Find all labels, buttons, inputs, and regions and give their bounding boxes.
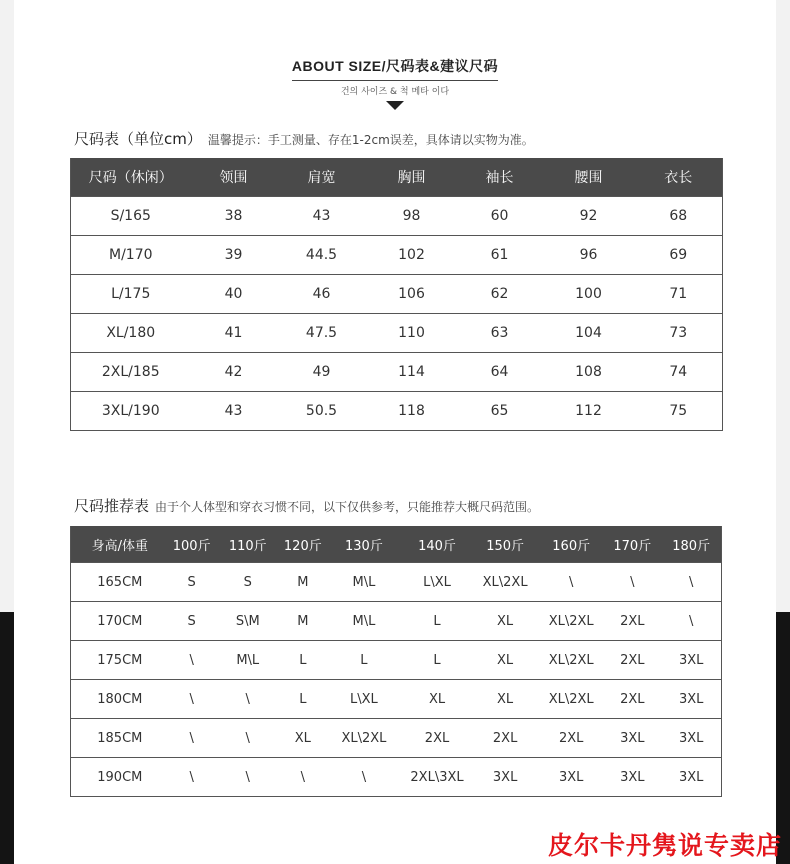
recommend-chart-column-header: 100斤 xyxy=(169,526,215,563)
recommend-chart-cell: 3XL xyxy=(661,758,721,797)
recommend-chart-cell: L\XL xyxy=(325,680,403,719)
recommend-chart-cell: 2XL xyxy=(603,680,661,719)
size-chart-cell: 75 xyxy=(635,392,723,431)
size-chart-cell: L/175 xyxy=(71,275,191,314)
recommend-chart-column-header: 140斤 xyxy=(403,526,471,563)
size-chart-cell: 60 xyxy=(457,197,543,236)
recommend-chart-cell: S xyxy=(169,602,215,641)
size-chart-title: 尺码表（单位cm） xyxy=(74,130,202,148)
recommend-chart-column-header: 160斤 xyxy=(539,526,603,563)
table-row xyxy=(71,602,722,641)
recommend-chart-column-header: 150斤 xyxy=(471,526,539,563)
recommend-chart-cell: 185CM xyxy=(71,719,169,758)
recommend-chart-cell: \ xyxy=(281,758,325,797)
table-row xyxy=(71,275,723,314)
header-subtitle: 건의 사이즈 & 척 메타 이다 xyxy=(340,87,450,97)
recommend-chart-cell: \ xyxy=(215,680,281,719)
recommend-chart-cell: XL\2XL xyxy=(539,680,603,719)
size-chart-cell: 47.5 xyxy=(277,314,367,353)
size-chart-column-header: 衣长 xyxy=(635,158,723,197)
recommend-chart-cell: M\L xyxy=(215,641,281,680)
size-chart-cell: 118 xyxy=(367,392,457,431)
size-chart-cell: 108 xyxy=(543,353,635,392)
recommend-chart-cell: 3XL xyxy=(471,758,539,797)
recommend-chart-cell: XL\2XL xyxy=(539,641,603,680)
recommend-chart-column-header: 身高/体重 xyxy=(71,526,169,563)
size-chart-cell: S/165 xyxy=(71,197,191,236)
size-chart-note: 温馨提示：手工测量、存在1-2cm误差，具体请以实物为准。 xyxy=(207,133,534,147)
size-chart-cell: 102 xyxy=(367,236,457,275)
size-chart-column-header: 肩宽 xyxy=(277,158,367,197)
size-chart-cell: 69 xyxy=(635,236,723,275)
size-chart-cell: 96 xyxy=(543,236,635,275)
header-title: ABOUT SIZE/尺码表&建议尺码 xyxy=(291,58,499,74)
recommend-chart-cell: L xyxy=(325,641,403,680)
size-chart-column-header: 腰围 xyxy=(543,158,635,197)
size-chart-cell: 92 xyxy=(543,197,635,236)
recommend-chart-cell: 3XL xyxy=(661,680,721,719)
recommend-chart-cell: \ xyxy=(215,758,281,797)
recommend-chart-cell: 175CM xyxy=(71,641,169,680)
size-chart-table xyxy=(70,158,723,431)
size-chart-cell: 41 xyxy=(191,314,277,353)
size-chart-column-header: 领围 xyxy=(191,158,277,197)
recommend-chart-cell: \ xyxy=(169,758,215,797)
recommend-chart-cell: XL xyxy=(471,602,539,641)
recommend-chart-cell: XL xyxy=(471,680,539,719)
recommend-chart-cell: 190CM xyxy=(71,758,169,797)
recommend-chart-cell: L\XL xyxy=(403,563,471,602)
table-row xyxy=(71,314,723,353)
size-chart-cell: XL/180 xyxy=(71,314,191,353)
size-chart-cell: 62 xyxy=(457,275,543,314)
recommend-chart-cell: 2XL xyxy=(603,602,661,641)
recommend-chart-cell: XL xyxy=(471,641,539,680)
recommend-chart-title: 尺码推荐表 xyxy=(74,497,150,515)
recommend-chart-cell: L xyxy=(403,641,471,680)
recommend-chart-cell: XL\2XL xyxy=(539,602,603,641)
recommend-chart-cell: \ xyxy=(661,563,721,602)
size-chart-cell: 100 xyxy=(543,275,635,314)
size-chart-cell: 50.5 xyxy=(277,392,367,431)
size-chart-cell: 65 xyxy=(457,392,543,431)
size-chart-cell: 106 xyxy=(367,275,457,314)
recommend-chart-cell: M xyxy=(281,602,325,641)
recommend-chart-cell: 2XL xyxy=(603,641,661,680)
table-row xyxy=(71,719,722,758)
recommend-chart-note: 由于个人体型和穿衣习惯不同，以下仅供参考，只能推荐大概尺码范围。 xyxy=(155,500,540,514)
recommend-chart-cell: 165CM xyxy=(71,563,169,602)
recommend-chart-cell: \ xyxy=(661,602,721,641)
size-chart-heading xyxy=(74,128,534,149)
recommend-chart-cell: 2XL xyxy=(471,719,539,758)
size-chart-cell: 43 xyxy=(277,197,367,236)
size-chart-cell: 49 xyxy=(277,353,367,392)
down-arrow-icon xyxy=(386,101,404,110)
size-chart-cell: 73 xyxy=(635,314,723,353)
size-chart-cell: 3XL/190 xyxy=(71,392,191,431)
table-row xyxy=(71,353,723,392)
size-chart-cell: 68 xyxy=(635,197,723,236)
recommend-chart-cell: L xyxy=(281,641,325,680)
table-row xyxy=(71,641,722,680)
header-underline xyxy=(292,80,498,81)
recommend-chart-cell: 3XL xyxy=(603,719,661,758)
size-chart-cell: 104 xyxy=(543,314,635,353)
recommend-chart-cell: XL\2XL xyxy=(325,719,403,758)
recommend-chart-header-row xyxy=(71,526,722,563)
size-chart-header-row xyxy=(71,158,723,197)
size-chart-cell: 61 xyxy=(457,236,543,275)
recommend-chart-cell: L xyxy=(403,602,471,641)
size-chart-column-header: 尺码（休闲） xyxy=(71,158,191,197)
size-chart-cell: 74 xyxy=(635,353,723,392)
size-chart-cell: 63 xyxy=(457,314,543,353)
recommend-chart-cell: S xyxy=(169,563,215,602)
recommend-chart-cell: \ xyxy=(169,719,215,758)
size-chart-cell: M/170 xyxy=(71,236,191,275)
recommend-chart-cell: XL\2XL xyxy=(471,563,539,602)
size-chart-column-header: 袖长 xyxy=(457,158,543,197)
recommend-chart-column-header: 120斤 xyxy=(281,526,325,563)
size-chart-cell: 110 xyxy=(367,314,457,353)
shop-name-watermark: 皮尔卡丹隽说专卖店 xyxy=(547,831,782,860)
recommend-chart-cell: M\L xyxy=(325,563,403,602)
table-row xyxy=(71,236,723,275)
recommend-chart-column-header: 170斤 xyxy=(603,526,661,563)
recommend-chart-cell: 2XL xyxy=(539,719,603,758)
recommend-chart-cell: S\M xyxy=(215,602,281,641)
size-chart-cell: 43 xyxy=(191,392,277,431)
recommend-chart-cell: L xyxy=(281,680,325,719)
recommend-chart-cell: 170CM xyxy=(71,602,169,641)
size-chart-cell: 71 xyxy=(635,275,723,314)
table-row xyxy=(71,758,722,797)
table-row xyxy=(71,680,722,719)
size-chart-cell: 98 xyxy=(367,197,457,236)
recommend-chart-cell: XL xyxy=(281,719,325,758)
recommend-chart-heading xyxy=(74,495,539,516)
recommend-chart-cell: 2XL xyxy=(403,719,471,758)
size-chart-cell: 40 xyxy=(191,275,277,314)
recommend-chart-cell: \ xyxy=(169,641,215,680)
size-chart-cell: 42 xyxy=(191,353,277,392)
page-header xyxy=(0,56,790,110)
size-chart-column-header: 胸围 xyxy=(367,158,457,197)
size-chart-cell: 46 xyxy=(277,275,367,314)
recommend-chart-column-header: 110斤 xyxy=(215,526,281,563)
recommend-chart-cell: S xyxy=(215,563,281,602)
recommend-chart-cell: 3XL xyxy=(661,641,721,680)
recommend-chart-cell: \ xyxy=(325,758,403,797)
recommend-chart-cell: 3XL xyxy=(603,758,661,797)
recommend-chart-cell: 3XL xyxy=(539,758,603,797)
table-row xyxy=(71,392,723,431)
recommend-chart-cell: \ xyxy=(215,719,281,758)
size-chart-cell: 2XL/185 xyxy=(71,353,191,392)
size-chart-cell: 39 xyxy=(191,236,277,275)
size-chart-cell: 114 xyxy=(367,353,457,392)
recommend-chart-cell: \ xyxy=(603,563,661,602)
size-chart-cell: 64 xyxy=(457,353,543,392)
recommend-chart-cell: 180CM xyxy=(71,680,169,719)
recommend-chart-cell: 3XL xyxy=(661,719,721,758)
recommend-chart-cell: XL xyxy=(403,680,471,719)
recommend-chart-column-header: 180斤 xyxy=(661,526,721,563)
size-chart-cell: 112 xyxy=(543,392,635,431)
size-chart-cell: 38 xyxy=(191,197,277,236)
recommend-chart-cell: \ xyxy=(169,680,215,719)
table-row xyxy=(71,563,722,602)
table-row xyxy=(71,197,723,236)
recommend-chart-cell: M xyxy=(281,563,325,602)
recommend-chart-cell: M\L xyxy=(325,602,403,641)
recommend-chart-cell: 2XL\3XL xyxy=(403,758,471,797)
recommend-chart-cell: \ xyxy=(539,563,603,602)
size-chart-cell: 44.5 xyxy=(277,236,367,275)
recommend-chart-column-header: 130斤 xyxy=(325,526,403,563)
recommend-chart-table xyxy=(70,526,722,797)
